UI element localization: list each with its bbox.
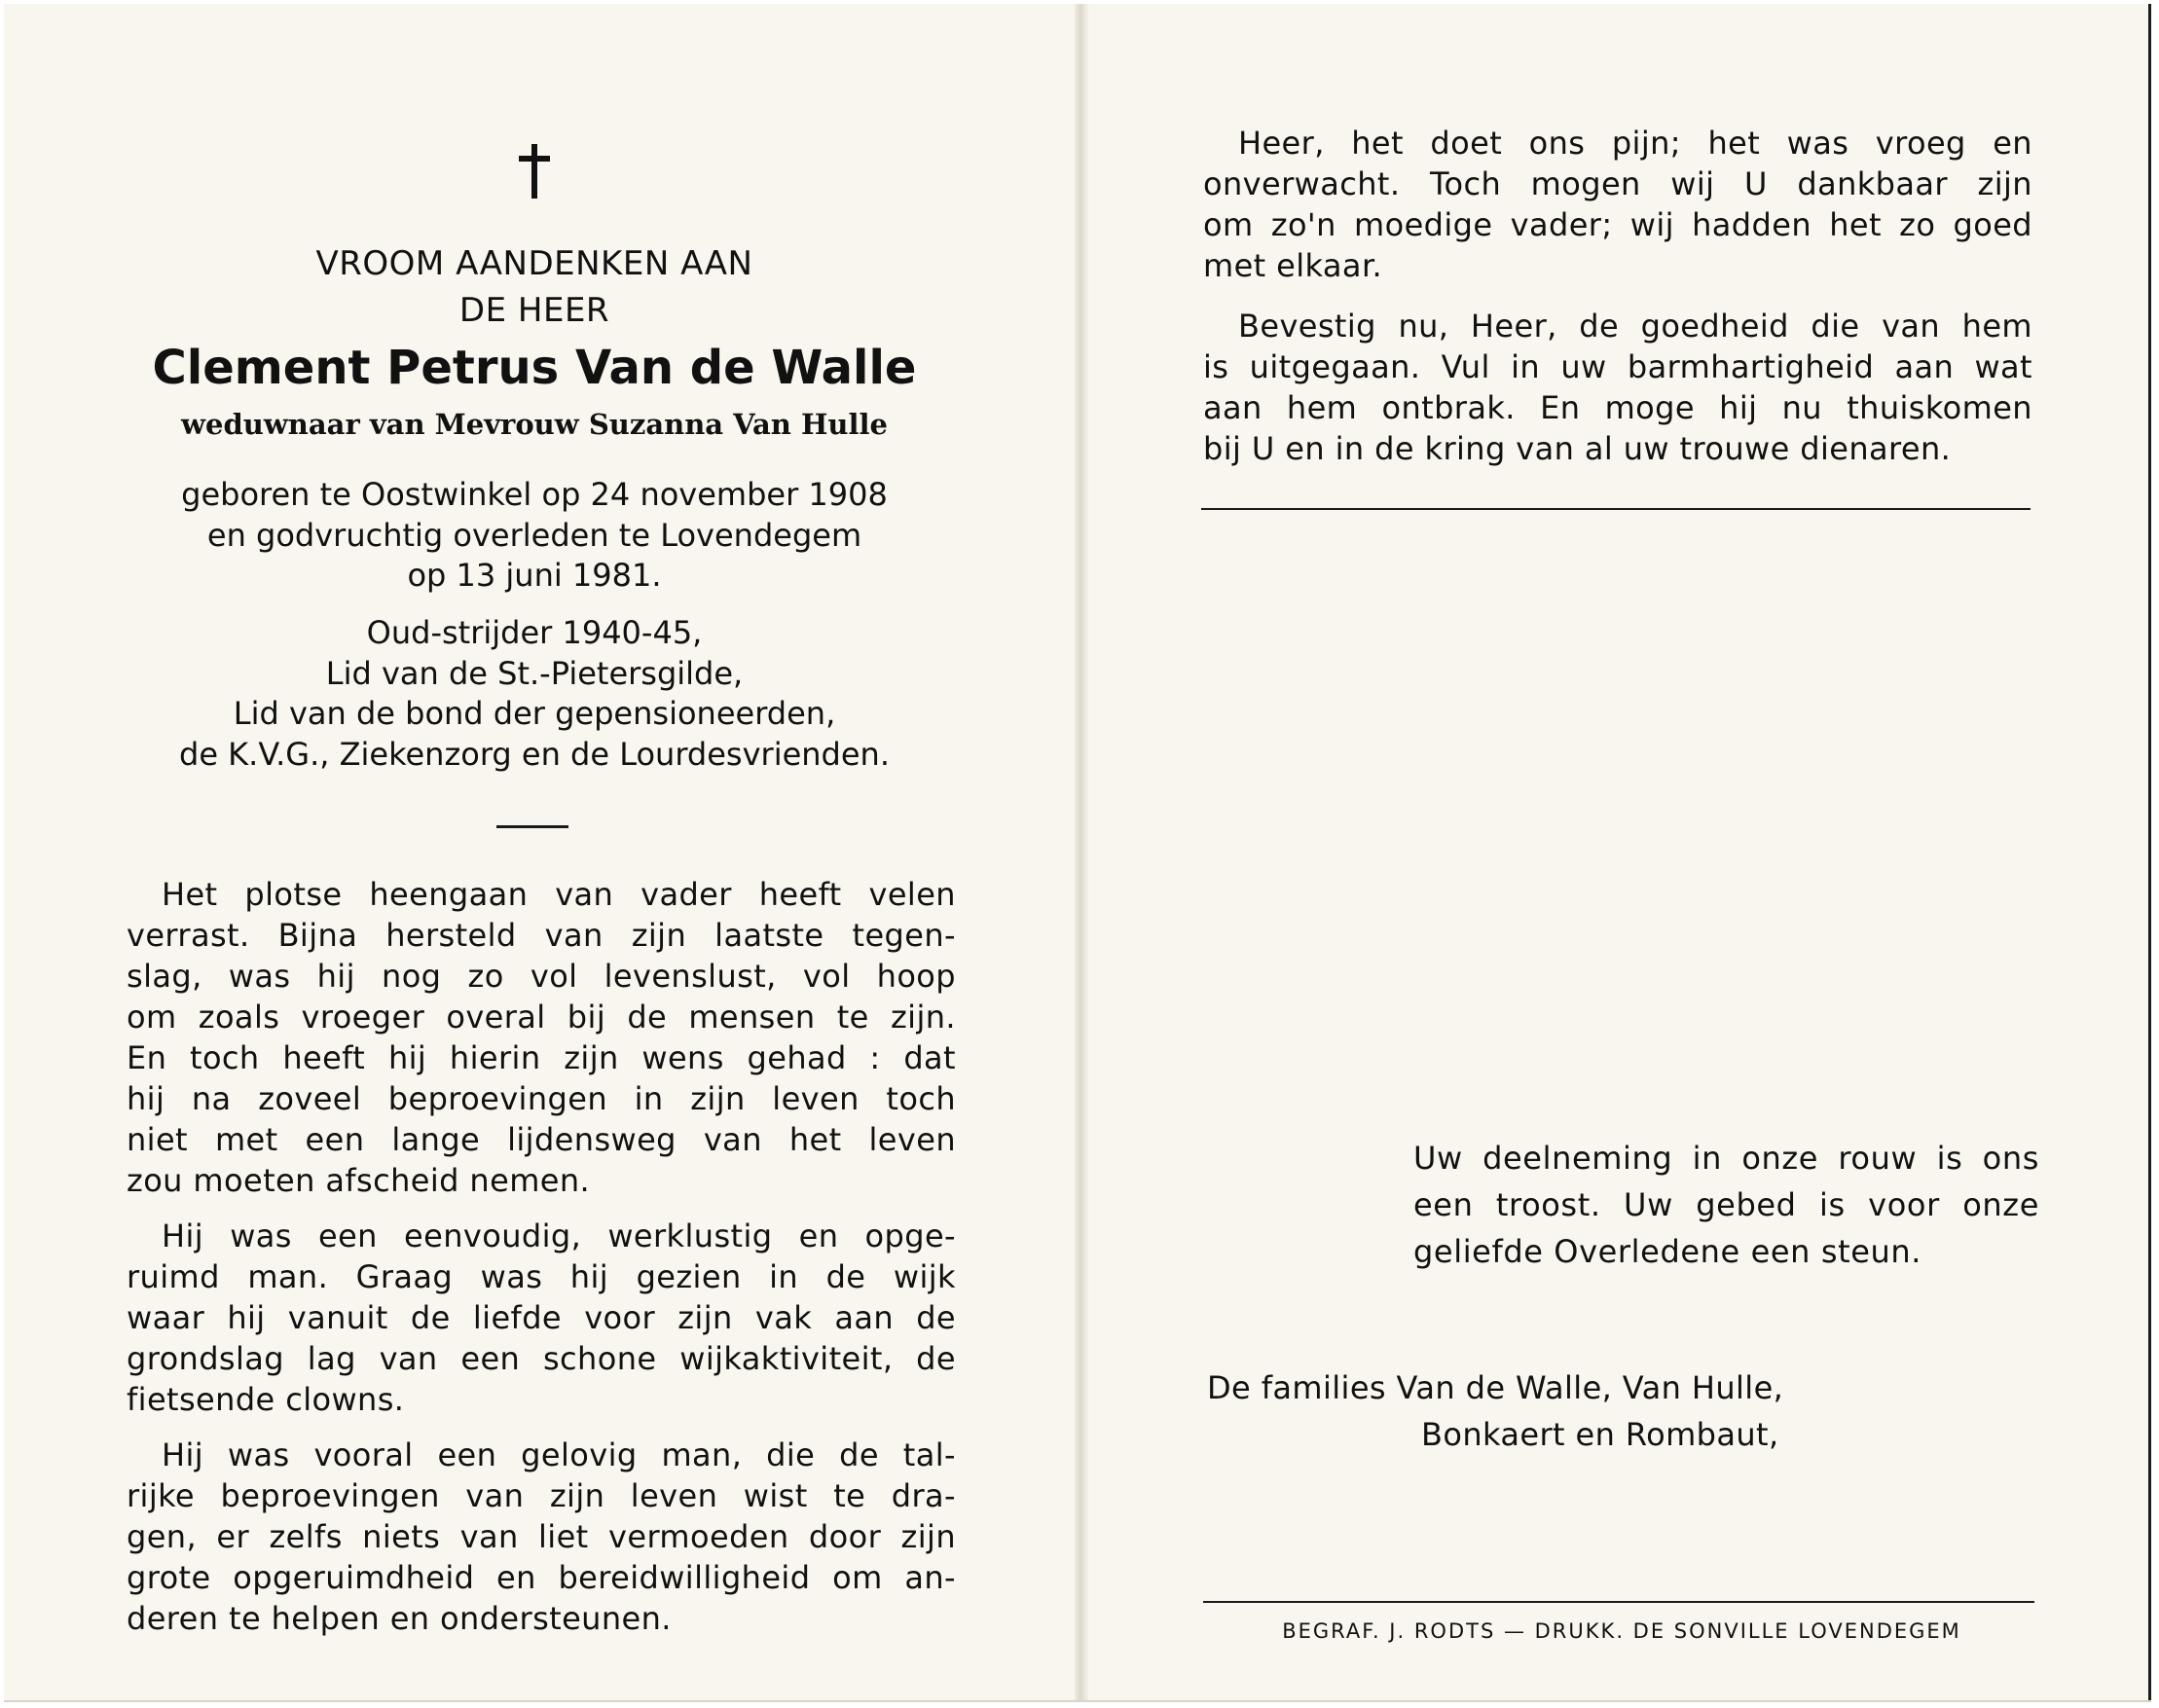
text-line: slag, was hij nog zo vol levenslust, vol hoop (127, 958, 956, 995)
prayer-paragraph-1 (1203, 123, 2032, 286)
birth-death-line: en godvruchtig overleden te Lovendegem (206, 516, 862, 554)
text-line: grote opgeruimdheid en bereidwilligheid om an- (127, 1559, 956, 1596)
text-line: met elkaar. (1203, 247, 1383, 284)
printer-credit: BEGRAF. J. RODTS — DRUKK. DE SONVILLE LOVENDEGEM (1282, 1619, 1961, 1643)
text-line: En toch heeft hij hierin zijn wens gehad : dat (127, 1039, 956, 1076)
section-rule (1201, 508, 2031, 510)
birth-death-line: op 13 juni 1981. (407, 557, 662, 594)
text-line: bij U en in de kring van al uw trouwe dienaren. (1203, 430, 1952, 467)
text-line: rijke beproevingen van zijn leven wist te dra- (127, 1477, 956, 1514)
condolence-text (1413, 1135, 2039, 1275)
text-line: niet met een lange lijdensweg van het leven (127, 1121, 956, 1158)
text-line: Heer, het doet ons pijn; het was vroeg en (1238, 125, 2032, 162)
membership-line: de K.V.G., Ziekenzorg en de Lourdesvrienden. (179, 735, 890, 773)
text-line: Hij was een eenvoudig, werklustig en opge- (162, 1217, 956, 1254)
section-divider (496, 825, 568, 828)
deceased-name: Clement Petrus Van de Walle (152, 341, 917, 395)
left-panel (4, 4, 1080, 1702)
text-line: gen, er zelfs niets van liet vermoeden door zijn (127, 1518, 956, 1555)
text-line: fietsende clowns. (127, 1381, 405, 1418)
families-line-2: Bonkaert en Rombaut, (1421, 1416, 1779, 1453)
text-line: onverwacht. Toch mogen wij U dankbaar zijn (1203, 165, 2032, 202)
memorial-card (4, 4, 2151, 1702)
text-line: om zoals vroeger overal bij de mensen te zijn. (127, 999, 956, 1036)
text-line: grondslag lag van een schone wijkaktiviteit, de (127, 1340, 956, 1377)
text-line: Bevestig nu, Heer, de goedheid die van hem (1238, 308, 2032, 345)
paragraph-2 (127, 1216, 956, 1420)
text-line: deren te helpen en ondersteunen. (127, 1600, 672, 1637)
text-line: geliefde Overledene een steun. (1413, 1233, 1922, 1270)
membership-line: Lid van de St.-Pietersgilde, (325, 654, 744, 692)
text-line: om zo'n moedige vader; wij hadden het zo goed (1203, 206, 2032, 243)
text-line: een troost. Uw gebed is voor onze (1413, 1186, 2039, 1223)
text-line: Hij was vooral een gelovig man, die de tal- (162, 1436, 956, 1473)
memberships-block (4, 613, 1065, 775)
footer-rule (1203, 1601, 2034, 1603)
paragraph-3 (127, 1435, 956, 1639)
cross-icon (4, 138, 1065, 216)
text-line: Het plotse heengaan van vader heeft velen (162, 876, 956, 913)
text-line: hij na zoveel beproevingen in zijn leven toch (127, 1080, 956, 1117)
text-line: aan hem ontbrak. En moge hij nu thuiskomen (1203, 389, 2032, 426)
widower-subtitle: weduwnaar van Mevrouw Suzanna Van Hulle (181, 408, 888, 441)
membership-line: Oud-strijder 1940-45, (366, 614, 703, 651)
card-edge-bottom (4, 1700, 2151, 1702)
text-line: Uw deelneming in onze rouw is ons (1413, 1140, 2039, 1177)
heading-line-1: VROOM AANDENKEN AAN (315, 244, 753, 283)
text-line: ruimd man. Graag was hij gezien in de wijk (127, 1258, 956, 1295)
membership-line: Lid van de bond der gepensioneerden, (233, 695, 836, 732)
heading-line-2: DE HEER (458, 291, 610, 330)
text-line: is uitgegaan. Vul in uw barmhartigheid aan wat (1203, 348, 2032, 385)
text-line: waar hij vanuit de liefde voor zijn vak aan de (127, 1299, 956, 1336)
birth-death-block (4, 475, 1065, 597)
paragraph-1 (127, 874, 956, 1201)
birth-death-line: geboren te Oostwinkel op 24 november 1908 (181, 476, 888, 513)
text-line: verrast. Bijna hersteld van zijn laatste tegen- (127, 917, 956, 954)
prayer-paragraph-2 (1203, 306, 2032, 469)
families-line-1: De families Van de Walle, Van Hulle, (1207, 1369, 1784, 1406)
text-line: zou moeten afscheid nemen. (127, 1162, 591, 1199)
card-edge (2148, 4, 2151, 1702)
card-fold (1075, 4, 1088, 1702)
